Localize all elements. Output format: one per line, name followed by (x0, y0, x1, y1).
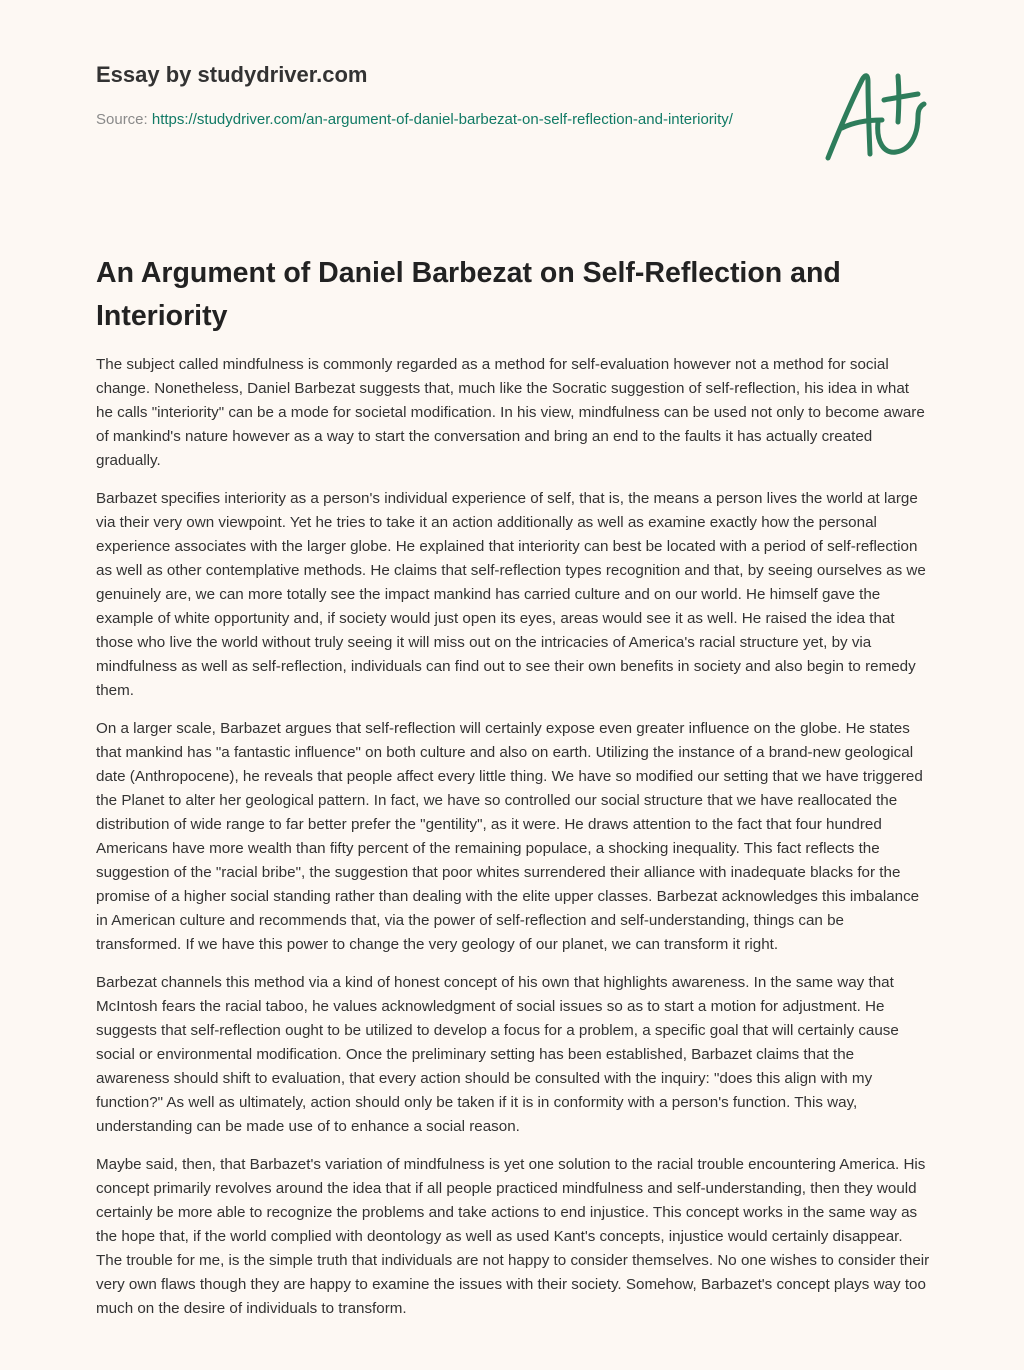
essay-paragraph: Maybe said, then, that Barbazet's variation of mindfulness is yet one solution to the racial trouble encountering America. His concept primarily revolves around the idea that if all people practiced mindfulness and self-understanding, then they would certainly be more able to recognize the problems and take actions to end injustice. This concept works in the same way as the hope that, if the world complied with deontology as well as used Kant's concepts, injustice would certainly disappear. The trouble for me, is the simple truth that individuals are not happy to consider themselves. No one wishes to consider their very own flaws though they are happy to examine the issues with their society. Somehow, Barbazet's concept plays way too much on the desire of individuals to transform. (96, 1156, 930, 1317)
page-header (96, 60, 776, 132)
essay-paragraph: Barbazet specifies interiority as a person's individual experience of self, that is, the means a person lives the world at large via their very own viewpoint. Yet he tries to take it an action additionally as well as examine exactly how the personal experience associates with the larger globe. He explained that interiority can best be located with a period of self-reflection as well as other contemplative methods. He claims that self-reflection types recognition and that, by seeing ourselves as we genuinely are, we can more totally see the impact mankind has carried culture and on our world. He himself gave the example of white opportunity and, if society would just open its eyes, areas would see it as well. He raised the idea that those who live the world without truly seeing it will miss out on the intricacies of America's racial structure yet, by via mindfulness as well as self-reflection, individuals can find out to see their own benefits in society and also begin to remedy them. (96, 490, 926, 699)
essay-paragraph: Barbezat channels this method via a kind of honest concept of his own that highlights awareness. In the same way that McIntosh fears the racial taboo, he values acknowledgment of social issues so as to start a motion for adjustment. He suggests that self-reflection ought to be utilized to develop a focus for a problem, a specific goal that will certainly cause social or environmental modification. Once the preliminary setting has been established, Barbazet claims that the awareness should shift to evaluation, that every action should be consulted with the inquiry: "does this align with my function?" As well as ultimately, action should only be taken if it is in conformity with a person's function. This way, understanding can be made use of to enhance a social reason. (96, 974, 899, 1135)
essay-body (96, 353, 930, 1335)
source-line (96, 108, 776, 132)
source-label: Source: (96, 111, 148, 128)
essay-title: An Argument of Daniel Barbezat on Self-Reflection and Interiority (96, 257, 841, 332)
source-link[interactable]: https://studydriver.com/an-argument-of-daniel-barbezat-on-self-reflection-and-interiority/ (151, 111, 733, 128)
essay-paragraph: The subject called mindfulness is commonly regarded as a method for self-evaluation however not a method for social change. Nonetheless, Daniel Barbezat suggests that, much like the Socratic suggestion of self-reflection, his idea in what he calls "interiority" can be a mode for societal modification. In his view, mindfulness can be used not only to become aware of mankind's nature however as a way to start the conversation and bring an end to the faults it has actually created gradually. (96, 356, 925, 469)
essay-paragraph: On a larger scale, Barbazet argues that self-reflection will certainly expose even greater influence on the globe. He states that mankind has "a fantastic influence" on both culture and also on earth. Utilizing the instance of a brand-new geological date (Anthropocene), he reveals that people affect every little thing. We have so modified our setting that we have triggered the Planet to alter her geological pattern. In fact, we have so controlled our social structure that we have reallocated the distribution of wide range to far better prefer the "gentility", as it were. He draws attention to the fact that four hundred Americans have more wealth than fifty percent of the remaining populace, a shocking inequality. This fact reflects the suggestion of the "racial bribe", the suggestion that poor whites surrendered their alliance with inadequate blacks for the promise of a higher social standing rather than dealing with the elite upper classes. Barbezat acknowledges this imbalance in American culture and recommends that, via the power of self-reflection and self-understanding, things can be transformed. If we have this power to change the very geology of our planet, we can transform it right. (96, 720, 923, 953)
a-plus-logo-icon (822, 66, 932, 166)
site-title: Essay by studydriver.com (96, 62, 368, 87)
